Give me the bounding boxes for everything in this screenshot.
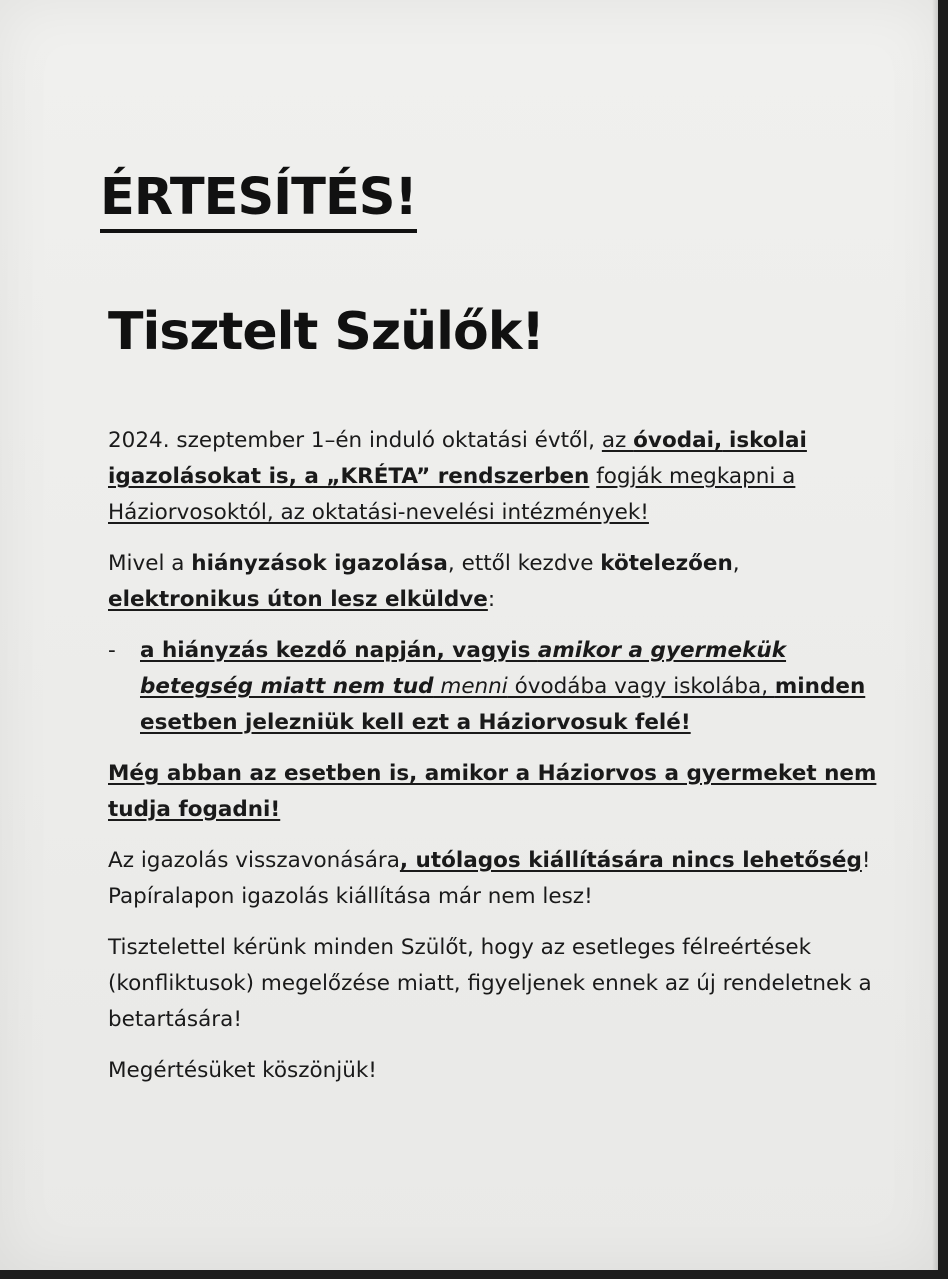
bold-span: minden esetben jelezniük kell ezt a Háziorvosuk felé! — [140, 674, 866, 735]
bold-span: iskolai igazolásokat is, a „KRÉTA” rendszerben — [108, 428, 807, 489]
bold-span: óvodai, — [633, 428, 723, 453]
text-span: 2024. szeptember 1–én induló oktatási évtől, — [108, 428, 602, 453]
paragraph-kreta-intro — [108, 423, 878, 531]
text-span: , — [732, 551, 740, 576]
text-span: az — [601, 428, 634, 453]
text-span: ! Papíralapon igazolás kiállítása már nem lesz! — [108, 848, 871, 909]
text-span: Az igazolás visszavonására — [108, 848, 400, 873]
bold-span: kötelezően — [600, 551, 733, 576]
paragraph-no-revocation — [108, 843, 878, 915]
text-span: óvodába vagy iskolába, — [507, 674, 775, 699]
underlined-span: fogják megkapni a Háziorvosoktól, az oktatási-nevelési intézmények! — [108, 464, 796, 525]
italic-span: menni — [433, 674, 508, 699]
bold-italic-span: amikor a gyermekük betegség miatt nem tud — [140, 638, 787, 699]
notice-body — [108, 423, 878, 1104]
bold-underlined-span: , utólagos kiállítására nincs lehetőség — [399, 848, 862, 873]
paragraph-request: Tisztelettel kérünk minden Szülőt, hogy az esetleges félreértések (konfliktusok) megelőzése miatt, figyeljenek ennek az új rendeletnek a betartására! — [108, 935, 872, 1032]
bullet-dash: - — [108, 638, 116, 663]
bullet-text — [140, 633, 878, 741]
text-span: Mivel a — [108, 551, 192, 576]
paragraph-even-if — [108, 756, 878, 828]
bullet-item — [108, 633, 878, 741]
text-span: , ettől kezdve — [447, 551, 601, 576]
bold-underlined-span: elektronikus úton lesz elküldve — [108, 587, 488, 612]
paragraph-electronic — [108, 546, 878, 618]
text-span: : — [487, 587, 496, 612]
bold-underlined-span: Még abban az esetben is, amikor a Háziorvos a gyermeket nem tudja fogadni! — [108, 761, 877, 822]
greeting: Tisztelt Szülők! — [108, 302, 545, 362]
paragraph-thanks: Megértésüket köszönjük! — [108, 1058, 377, 1083]
bold-span: a hiányzás kezdő napján, vagyis — [140, 638, 538, 663]
bold-span: hiányzások igazolása — [191, 551, 448, 576]
notice-headline: ÉRTESÍTÉS! — [100, 172, 417, 233]
